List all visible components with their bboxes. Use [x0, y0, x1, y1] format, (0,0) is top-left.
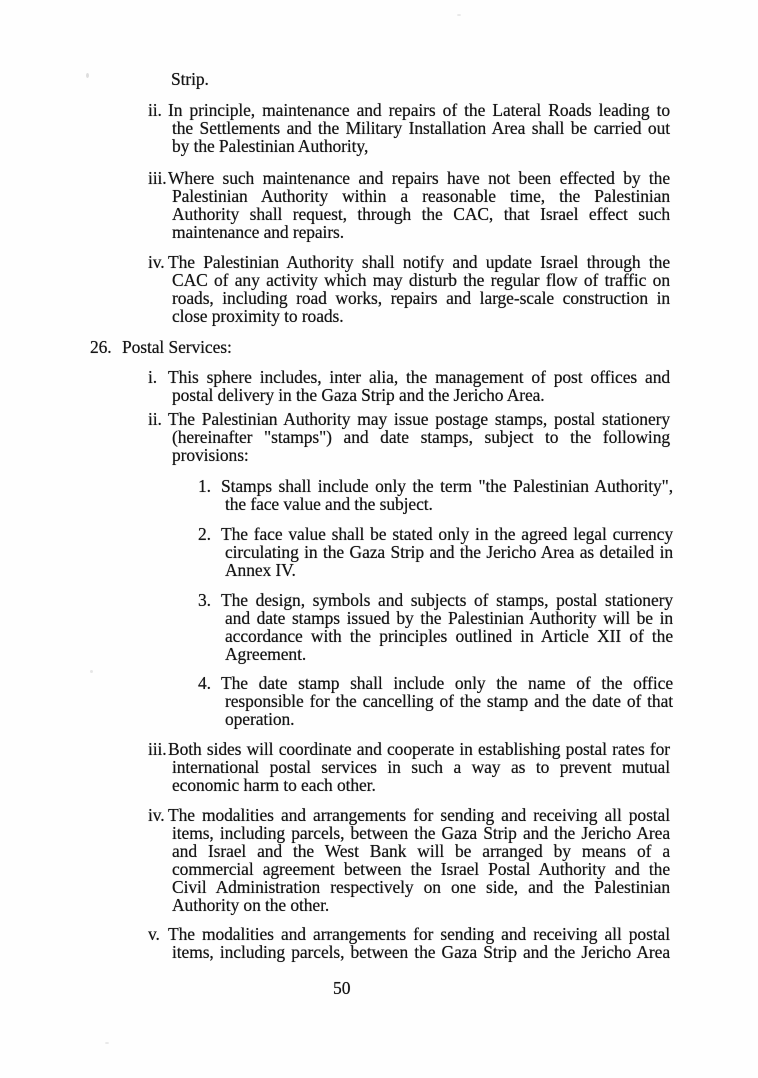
text-line: Agreement. — [225, 644, 307, 664]
paragraph-sub-2-face-value — [0, 525, 758, 579]
item-text — [168, 925, 670, 961]
text-line: The Palestinian Authority may issue postage stamps, postal stationery — [168, 409, 670, 429]
text-line: by the Palestinian Authority, — [172, 136, 369, 156]
text-line: Annex IV. — [225, 560, 296, 580]
page-number: 50 — [333, 978, 351, 998]
item-label-item-v-modalities-continued: v. — [148, 924, 160, 944]
text-line: This sphere includes, inter alia, the management of post offices and — [168, 367, 670, 387]
item-label-sub-4-date-stamp: 4. — [198, 673, 211, 693]
item-text — [168, 101, 670, 155]
item-label-item-iv-notify-update: iv. — [148, 252, 165, 272]
item-text — [122, 338, 682, 356]
item-text — [221, 591, 673, 663]
item-text — [221, 674, 673, 728]
paragraph-item-ii-lateral-roads — [0, 101, 758, 155]
text-line: items, including parcels, between the Gaza Strip and the Jericho Area — [172, 942, 670, 962]
item-text — [168, 740, 670, 794]
text-line: (hereinafter "stamps") and date stamps, subject to the following — [172, 427, 670, 447]
paragraph-item-iii-postal-rates — [0, 740, 758, 794]
item-text — [168, 368, 670, 404]
text-line: The date stamp shall include only the name of the office — [221, 673, 673, 693]
paragraph-item-iii-maintenance-not-effected — [0, 169, 758, 241]
item-label-item-iii-maintenance-not-effected: iii. — [148, 168, 167, 188]
item-label-item-i-sphere-includes: i. — [148, 367, 158, 387]
text-line: economic harm to each other. — [172, 775, 376, 795]
text-line: CAC of any activity which may disturb the regular flow of traffic on — [172, 270, 670, 290]
item-label-item-iv-modalities-arrangements: iv. — [148, 805, 165, 825]
item-text — [221, 477, 673, 513]
text-line: maintenance and repairs. — [172, 222, 345, 242]
item-label-item-iii-postal-rates: iii. — [148, 739, 167, 759]
text-line: commercial agreement between the Israel Postal Authority and the — [172, 859, 670, 879]
paragraph-strip-continuation — [0, 70, 758, 88]
text-line: the Settlements and the Military Installation Area shall be carried out — [172, 118, 670, 138]
paragraph-item-iv-modalities-arrangements — [0, 806, 758, 914]
text-line: Postal Services: — [122, 337, 232, 357]
item-text — [168, 410, 670, 464]
text-line: postal delivery in the Gaza Strip and the Jericho Area. — [172, 385, 545, 405]
text-line: Civil Administration respectively on one side, and the Palestinian — [172, 877, 670, 897]
text-line: The Palestinian Authority shall notify and update Israel through the — [168, 252, 670, 272]
item-label-item-ii-lateral-roads: ii. — [148, 100, 162, 120]
text-line: The design, symbols and subjects of stamps, postal stationery — [221, 590, 673, 610]
text-line: items, including parcels, between the Gaza Strip and the Jericho Area — [172, 823, 670, 843]
paragraph-item-iv-notify-update — [0, 253, 758, 325]
text-line: and date stamps issued by the Palestinian Authority will be in — [225, 608, 673, 628]
text-line: provisions: — [172, 445, 249, 465]
text-line: accordance with the principles outlined in Article XII of the — [225, 626, 673, 646]
text-line: Strip. — [171, 69, 209, 89]
text-line: Authority on the other. — [172, 895, 330, 915]
text-line: The face value shall be stated only in the agreed legal currency — [221, 524, 673, 544]
item-label-sub-3-design-symbols: 3. — [198, 590, 211, 610]
paragraph-item-i-sphere-includes — [0, 368, 758, 404]
text-line: The modalities and arrangements for sending and receiving all postal — [168, 805, 670, 825]
item-text — [171, 70, 673, 88]
item-text — [221, 525, 673, 579]
paragraph-sub-4-date-stamp — [0, 674, 758, 728]
text-line: operation. — [225, 709, 295, 729]
text-line: Where such maintenance and repairs have not been effected by the — [168, 168, 670, 188]
paragraph-item-ii-issue-stamps — [0, 410, 758, 464]
text-line: Both sides will coordinate and cooperate in establishing postal rates for — [168, 739, 670, 759]
item-text — [168, 253, 670, 325]
text-line: Stamps shall include only the term "the Palestinian Authority", — [221, 476, 673, 496]
item-label-section-26-postal-services: 26. — [90, 337, 112, 357]
text-line: The modalities and arrangements for sending and receiving all postal — [168, 924, 670, 944]
text-line: and Israel and the West Bank will be arranged by means of a — [172, 841, 670, 861]
paragraph-sub-1-stamps-term — [0, 477, 758, 513]
item-label-sub-2-face-value: 2. — [198, 524, 211, 544]
text-line: the face value and the subject. — [225, 494, 433, 514]
paragraph-section-26-postal-services — [0, 338, 758, 356]
text-line: roads, including road works, repairs and large-scale construction in — [172, 288, 670, 308]
text-line: circulating in the Gaza Strip and the Jericho Area as detailed in — [225, 542, 673, 562]
item-text — [168, 169, 670, 241]
text-line: international postal services in such a way as to prevent mutual — [172, 757, 670, 777]
item-label-sub-1-stamps-term: 1. — [198, 476, 211, 496]
text-line: Authority shall request, through the CAC, that Israel effect such — [172, 204, 670, 224]
paragraph-sub-3-design-symbols — [0, 591, 758, 663]
text-line: responsible for the cancelling of the stamp and the date of that — [225, 691, 673, 711]
text-line: close proximity to roads. — [172, 306, 344, 326]
text-line: In principle, maintenance and repairs of the Lateral Roads leading to — [168, 100, 670, 120]
item-text — [168, 806, 670, 914]
text-line: Palestinian Authority within a reasonable time, the Palestinian — [172, 186, 670, 206]
item-label-item-ii-issue-stamps: ii. — [148, 409, 162, 429]
paragraph-item-v-modalities-continued — [0, 925, 758, 961]
